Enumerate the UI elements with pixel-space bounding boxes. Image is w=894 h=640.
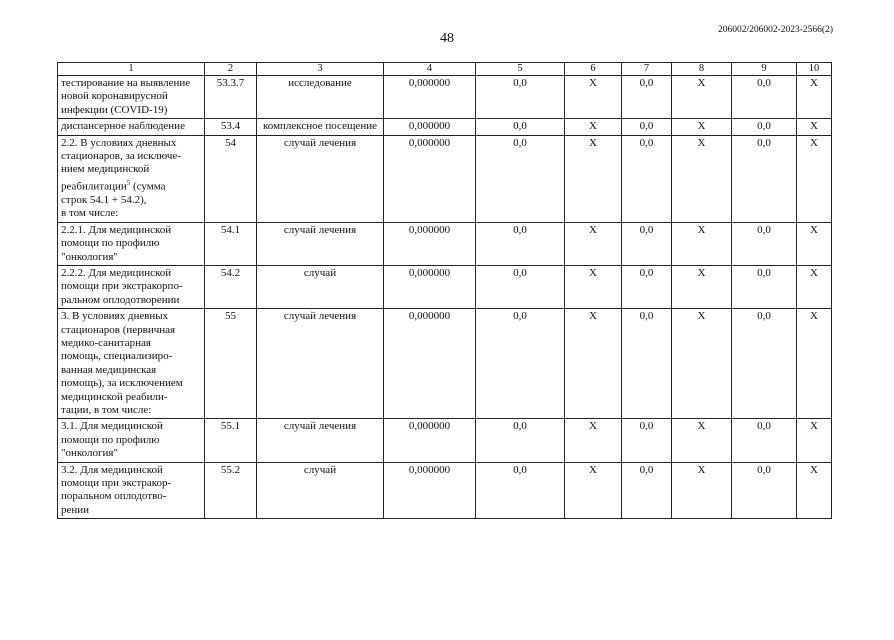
table-cell-c9: 0,0 [732, 76, 797, 119]
table-cell-c9: 0,0 [732, 265, 797, 308]
row-description-text: 3.2. Для медицинской помощи при экстракор- поральном оплодотво- рении [61, 463, 172, 516]
table-cell-c4: 0,000000 [384, 265, 476, 308]
table-cell-c6: X [565, 419, 622, 462]
table-cell-c7: 0,0 [622, 135, 672, 222]
table-cell-code: 54 [205, 135, 257, 222]
column-header: 2 [205, 63, 257, 76]
row-description [58, 119, 205, 135]
column-header: 6 [565, 63, 622, 76]
table-row [58, 76, 832, 119]
table-cell-c5: 0,0 [476, 419, 565, 462]
table-cell-c6: X [565, 222, 622, 265]
table-cell-c10: X [797, 76, 832, 119]
footnote-marker: 5 [126, 178, 131, 187]
table-cell-c6: X [565, 119, 622, 135]
table-cell-c10: X [797, 419, 832, 462]
table-cell-c4: 0,000000 [384, 462, 476, 519]
table-cell-c7: 0,0 [622, 222, 672, 265]
table-cell-c8: X [672, 76, 732, 119]
page-number: 48 [440, 31, 454, 46]
table-cell-c4: 0,000000 [384, 135, 476, 222]
table-cell-c9: 0,0 [732, 419, 797, 462]
table-cell-c8: X [672, 462, 732, 519]
row-description [58, 265, 205, 308]
table-cell-code: 53.4 [205, 119, 257, 135]
table-cell-c9: 0,0 [732, 135, 797, 222]
table-cell-unit: исследование [257, 76, 384, 119]
row-description-tail: (сумма строк 54.1 + 54.2), в том числе: [61, 180, 166, 220]
table-cell-c10: X [797, 265, 832, 308]
row-description-text: 2.2.1. Для медицинской помощи по профилю "онкология" [61, 223, 172, 263]
table-cell-unit: случай лечения [257, 309, 384, 419]
table-cell-c5: 0,0 [476, 309, 565, 419]
row-description [58, 462, 205, 519]
table-cell-unit: случай [257, 462, 384, 519]
table-row [58, 265, 832, 308]
table-cell-c8: X [672, 135, 732, 222]
table-cell-c10: X [797, 309, 832, 419]
row-description-text: диспансерное наблюдение [61, 120, 185, 133]
table-cell-c9: 0,0 [732, 119, 797, 135]
table-cell-c10: X [797, 222, 832, 265]
row-description-text: 2.2.2. Для медицинской помощи при экстракорпо- ральном оплодотворении [61, 266, 183, 306]
table-cell-c9: 0,0 [732, 462, 797, 519]
column-header: 5 [476, 63, 565, 76]
table-cell-c7: 0,0 [622, 462, 672, 519]
document-id: 206002/206002-2023-2566(2) [717, 25, 833, 35]
table-cell-c5: 0,0 [476, 119, 565, 135]
table-cell-c7: 0,0 [622, 265, 672, 308]
table-cell-c5: 0,0 [476, 76, 565, 119]
column-header: 9 [732, 63, 797, 76]
table-row [58, 309, 832, 419]
table-row [58, 462, 832, 519]
table-cell-c8: X [672, 419, 732, 462]
row-description [58, 419, 205, 462]
table-cell-code: 53.3.7 [205, 76, 257, 119]
table-cell-code: 55.2 [205, 462, 257, 519]
table-cell-c4: 0,000000 [384, 419, 476, 462]
table-cell-c8: X [672, 309, 732, 419]
table-cell-code: 55.1 [205, 419, 257, 462]
column-header: 3 [257, 63, 384, 76]
row-description-text: 3. В условиях дневных стационаров (первичная медико-санитарная помощь, специализиро- ванная медицинская помощь), за исключением медицинской реабили- тации, в том числе: [61, 310, 183, 416]
table-cell-code: 55 [205, 309, 257, 419]
table-cell-c7: 0,0 [622, 309, 672, 419]
table-cell-c10: X [797, 119, 832, 135]
table-cell-unit: случай лечения [257, 419, 384, 462]
table-cell-c10: X [797, 462, 832, 519]
table-cell-c6: X [565, 462, 622, 519]
table-cell-c4: 0,000000 [384, 119, 476, 135]
table-cell-c5: 0,0 [476, 135, 565, 222]
table-cell-c7: 0,0 [622, 419, 672, 462]
column-header: 10 [797, 63, 832, 76]
row-description [58, 309, 205, 419]
table-cell-c4: 0,000000 [384, 222, 476, 265]
column-header: 1 [58, 63, 205, 76]
table-row [58, 222, 832, 265]
table-cell-c6: X [565, 309, 622, 419]
table-cell-code: 54.1 [205, 222, 257, 265]
table-cell-c6: X [565, 265, 622, 308]
table-cell-c8: X [672, 222, 732, 265]
table-cell-c5: 0,0 [476, 462, 565, 519]
data-table [57, 62, 832, 519]
table-cell-c9: 0,0 [732, 309, 797, 419]
table-cell-unit: комплексное посещение [257, 119, 384, 135]
table-cell-c9: 0,0 [732, 222, 797, 265]
table-header-row [58, 63, 832, 76]
row-description-text: 3.1. Для медицинской помощи по профилю "онкология" [61, 420, 163, 460]
table-cell-c8: X [672, 265, 732, 308]
row-description-text: 2.2. В условиях дневных стационаров, за исключе- нием медицинской реабилитации [61, 136, 181, 193]
table-cell-unit: случай лечения [257, 222, 384, 265]
table-cell-c8: X [672, 119, 732, 135]
table-cell-unit: случай лечения [257, 135, 384, 222]
table-row [58, 119, 832, 135]
table-cell-c5: 0,0 [476, 222, 565, 265]
table-cell-c4: 0,000000 [384, 76, 476, 119]
row-description [58, 222, 205, 265]
table-cell-c6: X [565, 135, 622, 222]
table-cell-c4: 0,000000 [384, 309, 476, 419]
row-description [58, 135, 205, 222]
table-row [58, 135, 832, 222]
table-cell-c7: 0,0 [622, 119, 672, 135]
table-cell-code: 54.2 [205, 265, 257, 308]
row-description-text: тестирование на выявление новой коронавирусной инфекции (COVID-19) [61, 77, 191, 116]
column-header: 8 [672, 63, 732, 76]
table-cell-c10: X [797, 135, 832, 222]
table-cell-unit: случай [257, 265, 384, 308]
table-row [58, 419, 832, 462]
table-cell-c5: 0,0 [476, 265, 565, 308]
row-description [58, 76, 205, 119]
table-cell-c6: X [565, 76, 622, 119]
column-header: 4 [384, 63, 476, 76]
column-header: 7 [622, 63, 672, 76]
table-cell-c7: 0,0 [622, 76, 672, 119]
